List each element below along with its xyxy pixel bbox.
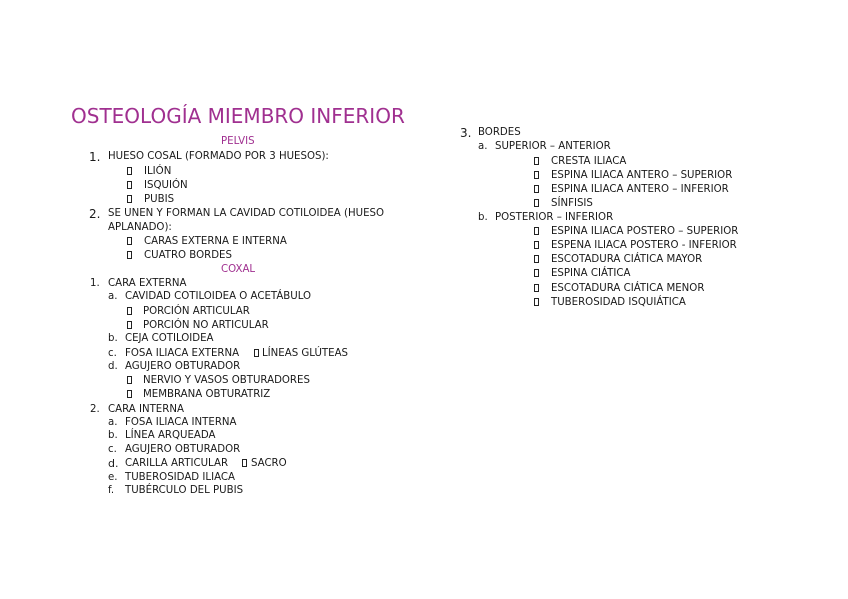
list-item: ESPINA ILIACA ANTERO – SUPERIOR: [551, 170, 733, 181]
list-number: 2.: [90, 404, 100, 415]
list-item: NERVIO Y VASOS OBTURADORES: [143, 375, 310, 386]
arrow-icon: [242, 459, 247, 467]
list-item: CARA INTERNA: [108, 404, 184, 415]
bullet-icon: [127, 237, 132, 245]
list-letter: c.: [108, 444, 117, 455]
list-letter: d.: [108, 361, 118, 372]
list-item: PORCIÓN NO ARTICULAR: [143, 320, 269, 331]
list-letter: b.: [108, 430, 118, 441]
list-letter: a.: [108, 291, 118, 302]
list-item: CEJA COTILOIDEA: [125, 333, 214, 344]
list-item: PORCIÓN ARTICULAR: [143, 306, 250, 317]
pelvis-header: PELVIS: [221, 136, 255, 147]
list-letter: d.: [108, 457, 119, 470]
list-item: ESPENA ILIACA POSTERO - INFERIOR: [551, 240, 737, 251]
list-item: ESCOTADURA CIÁTICA MENOR: [551, 283, 705, 294]
bullet-icon: [127, 181, 132, 189]
list-item: PUBIS: [144, 194, 175, 205]
list-number: 1.: [89, 150, 101, 164]
bullet-icon: [534, 157, 539, 165]
bullet-icon: [534, 227, 539, 235]
bullet-icon: [127, 167, 132, 175]
arrow-icon: [254, 349, 259, 357]
list-item: ISQUIÓN: [144, 180, 188, 191]
bullet-icon: [534, 284, 539, 292]
list-item: LÍNEAS GLÚTEAS: [262, 348, 349, 359]
bullet-icon: [534, 255, 539, 263]
list-item: POSTERIOR – INFERIOR: [495, 212, 614, 223]
page-title: OSTEOLOGÍA MIEMBRO INFERIOR: [71, 104, 405, 128]
list-item: TUBEROSIDAD ILIACA: [125, 472, 235, 483]
list-item: SE UNEN Y FORMAN LA CAVIDAD COTILOIDEA (HUESO: [108, 208, 384, 219]
list-number: 2.: [89, 207, 101, 221]
list-item: ESCOTADURA CIÁTICA MAYOR: [551, 254, 703, 265]
list-item: ESPINA CIÁTICA: [551, 268, 631, 279]
list-letter: b.: [478, 212, 488, 223]
list-letter: a.: [108, 417, 118, 428]
bullet-icon: [127, 251, 132, 259]
bullet-icon: [127, 195, 132, 203]
list-item: CARAS EXTERNA E INTERNA: [144, 236, 287, 247]
list-item: SUPERIOR – ANTERIOR: [495, 141, 611, 152]
list-item: SÍNFISIS: [551, 198, 593, 209]
bullet-icon: [534, 298, 539, 306]
list-item: CARA EXTERNA: [108, 278, 187, 289]
bullet-icon: [127, 307, 132, 315]
list-item: TUBÉRCULO DEL PUBIS: [125, 485, 244, 496]
coxal-header: COXAL: [221, 264, 256, 275]
bullet-icon: [127, 390, 132, 398]
list-item: ILIÓN: [144, 166, 172, 177]
list-item: CARILLA ARTICULAR: [125, 458, 229, 469]
list-item: CUATRO BORDES: [144, 250, 232, 261]
list-item: BORDES: [478, 127, 521, 138]
list-item: ESPINA ILIACA POSTERO – SUPERIOR: [551, 226, 739, 237]
list-item: FOSA ILIACA EXTERNA: [125, 348, 240, 359]
bullet-icon: [534, 199, 539, 207]
list-number: 1.: [90, 278, 100, 289]
list-letter: c.: [108, 348, 117, 359]
list-item: MEMBRANA OBTURATRIZ: [143, 389, 271, 400]
bullet-icon: [534, 241, 539, 249]
list-letter: f.: [108, 485, 115, 496]
list-item: APLANADO):: [108, 222, 172, 233]
bullet-icon: [534, 269, 539, 277]
list-item: LÍNEA ARQUEADA: [125, 430, 216, 441]
list-item: AGUJERO OBTURADOR: [125, 444, 241, 455]
bullet-icon: [534, 171, 539, 179]
list-item: AGUJERO OBTURADOR: [125, 361, 241, 372]
bullet-icon: [127, 376, 132, 384]
list-letter: e.: [108, 472, 118, 483]
list-item: HUESO COSAL (FORMADO POR 3 HUESOS):: [108, 151, 329, 162]
list-item: SACRO: [251, 458, 287, 469]
list-letter: a.: [478, 141, 488, 152]
list-number: 3.: [460, 126, 472, 140]
bullet-icon: [534, 185, 539, 193]
list-item: CRESTA ILIACA: [551, 156, 627, 167]
bullet-icon: [127, 321, 132, 329]
list-item: TUBEROSIDAD ISQUIÁTICA: [551, 297, 686, 308]
list-letter: b.: [108, 333, 118, 344]
list-item: CAVIDAD COTILOIDEA O ACETÁBULO: [125, 291, 312, 302]
list-item: FOSA ILIACA INTERNA: [125, 417, 237, 428]
list-item: ESPINA ILIACA ANTERO – INFERIOR: [551, 184, 729, 195]
